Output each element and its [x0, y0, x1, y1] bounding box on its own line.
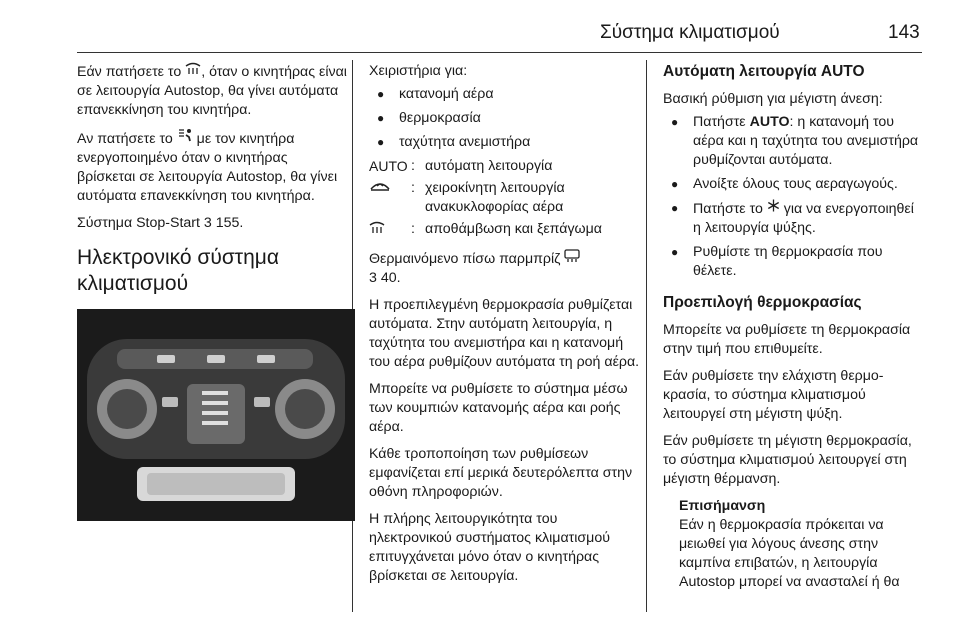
defrost-icon — [185, 62, 201, 81]
snowflake-icon — [767, 199, 780, 218]
control-desc: αυτόματη λειτουργία — [425, 158, 553, 174]
column-divider-2 — [646, 60, 647, 612]
paragraph: Μπορείτε να ρυθμίσετε τη θερμοκρασία στην τιμή που επιθυμείτε. — [663, 322, 911, 357]
section-heading: Ηλεκτρονικό σύστημα κλιματισμού — [77, 246, 279, 295]
control-row: : χειροκίνητη λειτουργία ανακυκλοφορίας αέρα — [369, 179, 641, 217]
list-item: ● κατανομή αέρα — [369, 85, 641, 104]
control-row: : αποθάμβωση και ξεπάγωμα — [369, 220, 641, 239]
paragraph: Κάθε τροποποίηση των ρυθμίσεων εμφανίζεται επί μερικά δευτερόλεπτα στην οθόνη πληροφοριών. — [369, 446, 633, 500]
page-ref-arrow-icon: 3 — [369, 270, 377, 286]
fan-person-icon — [177, 128, 193, 148]
rear-window-heat-icon — [564, 249, 580, 268]
column-1 — [77, 62, 349, 521]
paragraph: Βασική ρύθμιση για μέγιστη άνεση: — [663, 91, 883, 107]
list-item: ● Ρυθμίστε τη θερμοκρασία που θέλετε. — [663, 243, 925, 281]
paragraph: Εάν πατήσετε το , όταν ο κινητήρας είναι σε λειτουργία Autostop, θα γίνει αυτόματα επανεκκίνηση του κινητήρα. — [77, 64, 347, 118]
climate-control-panel-photo — [77, 309, 355, 521]
page-number: 143 — [888, 22, 920, 43]
note-title: Επισήμανση — [679, 498, 766, 514]
page-ref-arrow-icon: 3 — [203, 215, 212, 231]
list-item: ● Ανοίξτε όλους τους αεραγωγούς. — [663, 175, 925, 194]
header-rule — [77, 52, 922, 53]
list-item: ● Πατήστε το για να ενεργοποιηθεί η λειτουργία ψύξης. — [663, 199, 925, 238]
control-row: AUTO : αυτόματη λειτουργία — [369, 157, 641, 176]
recirc-icon — [369, 179, 411, 217]
auto-key-label: AUTO — [369, 158, 408, 174]
section-heading: Αυτόματη λειτουργία AUTO — [663, 63, 865, 80]
cross-reference: Σύστημα Stop-Start 3 155. — [77, 215, 244, 231]
paragraph: Η προεπιλεγμένη θερμοκρασία ρυθμίζεται αυτόματα. Στην αυτόματη λειτουργία, η ταχύτητα του ανεμιστήρα και η κατανομή του αέρα ρυθμίζουν αυτόματα τη ροή αέρα. — [369, 297, 640, 370]
column-2 — [369, 62, 641, 594]
section-heading: Προεπιλογή θερμοκρασίας — [663, 294, 862, 311]
paragraph: Χειριστήρια για: — [369, 63, 468, 79]
list-item: ● θερμοκρασία — [369, 109, 641, 128]
defrost-icon — [369, 220, 411, 239]
paragraph: Μπορείτε να ρυθμίσετε το σύστημα μέσω των κουμπιών κατανομής αέρα και ροής αέρα. — [369, 381, 628, 435]
auto-key-label: AUTO — [749, 114, 790, 130]
note-text: Εάν η θερμοκρασία πρόκειται να μειωθεί για λόγους άνεσης στην καμπίνα επιβατών, η λειτουργία Autostop μπορεί να ανασταλεί ή θα — [679, 517, 900, 590]
paragraph: Εάν ρυθμίσετε τη μέγιστη θερμοκρασία, το σύστημα κλιματισμού λειτουργεί στη μέγιστη θέρμανση. — [663, 433, 912, 487]
control-desc: αποθάμβωση και ξεπάγωμα — [425, 221, 603, 237]
paragraph: Αν πατήσετε το με τον κινητήρα ενεργοποιημένο όταν ο κινητήρας βρίσκεται σε λειτουργία Autostop, θα γίνει αυτόματα επανεκκίνηση του κινητήρα. — [77, 128, 349, 206]
note-box — [663, 497, 925, 592]
header-title: Σύστημα κλιματισμού — [600, 22, 780, 43]
list-item: ● ταχύτητα ανεμιστήρα — [369, 133, 641, 152]
paragraph: Η πλήρης λειτουργικότητα του ηλεκτρονικού συστήματος κλιματισμού επιτυγχάνεται μόνο όταν ο κινητήρας βρίσκεται σε λειτουργία. — [369, 511, 610, 584]
paragraph: Θερμαινόμενο πίσω παρμπρίζ 3 40. — [369, 249, 641, 288]
list-item: ● Πατήστε AUTO: η κατανομή του αέρα και η ταχύτητα του ανεμιστήρα ρυθμίζονται αυτόματα. — [663, 113, 925, 170]
column-3 — [663, 62, 925, 592]
paragraph: Εάν ρυθμίσετε την ελάχιστη θερμοκρασία, το σύστημα κλιματισμού λειτουργεί στη μέγιστη ψύξη. — [663, 368, 884, 422]
control-desc: χειροκίνητη λειτουργία ανακυκλοφορίας αέρα — [425, 180, 565, 215]
